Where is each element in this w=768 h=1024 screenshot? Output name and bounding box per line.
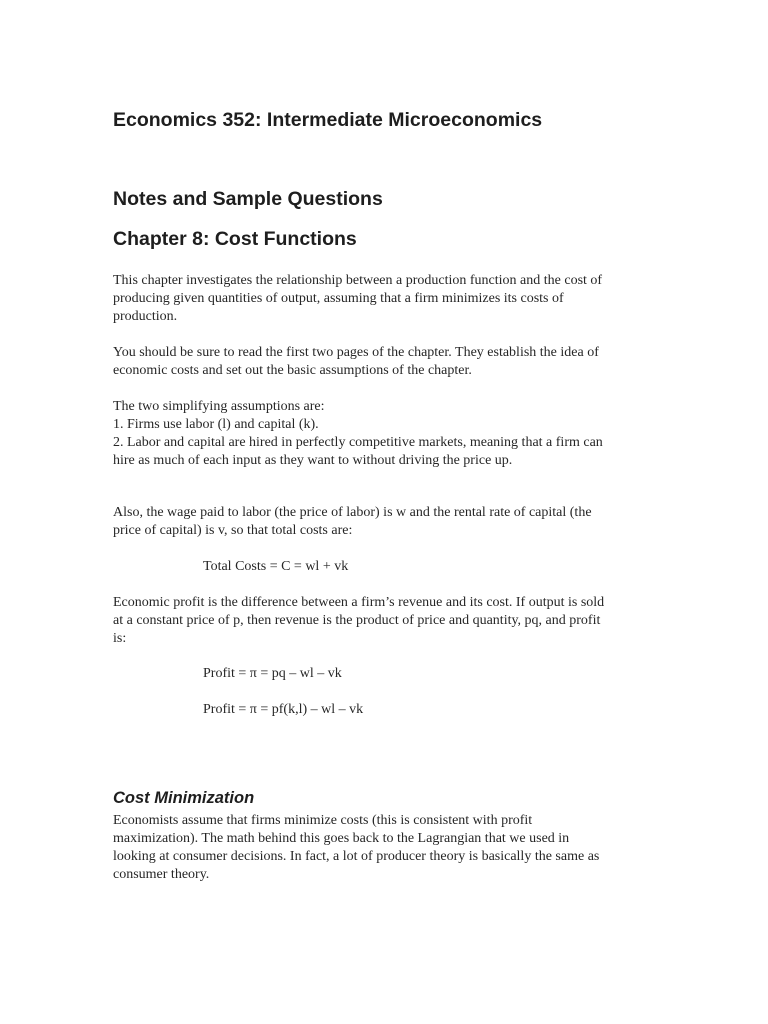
reading-paragraph	[113, 344, 653, 380]
profit-equation-1: Profit = π = pq – wl – vk	[203, 666, 342, 681]
text-line: You should be sure to read the first two pages of the chapter. They establish the idea of	[113, 345, 599, 360]
text-line: The two simplifying assumptions are:	[113, 399, 325, 414]
text-line: Also, the wage paid to labor (the price of labor) is w and the rental rate of capital (the	[113, 505, 592, 520]
text-line: This chapter investigates the relationship between a production function and the cost of	[113, 273, 603, 288]
text-line: at a constant price of p, then revenue is the product of price and quantity, pq, and profit	[113, 613, 601, 628]
document-title: Economics 352: Intermediate Microeconomics	[113, 109, 543, 131]
profit-equation-2: Profit = π = pf(k,l) – wl – vk	[203, 702, 364, 717]
text-line: economic costs and set out the basic assumptions of the chapter.	[113, 363, 472, 378]
text-line: producing given quantities of output, assuming that a firm minimizes its costs of	[113, 291, 564, 306]
profit-paragraph	[113, 594, 653, 648]
intro-paragraph	[113, 272, 653, 326]
assumption-item: 1. Firms use labor (l) and capital (k).	[113, 417, 319, 432]
text-line: looking at consumer decisions. In fact, a lot of producer theory is basically the same as	[113, 849, 600, 864]
text-line: price of capital) is v, so that total costs are:	[113, 523, 353, 538]
assumption-item: 2. Labor and capital are hired in perfectly competitive markets, meaning that a firm can	[113, 435, 603, 450]
text-line: hire as much of each input as they want to without driving the price up.	[113, 453, 513, 468]
total-cost-equation: Total Costs = C = wl + vk	[203, 559, 349, 574]
text-line: is:	[113, 631, 127, 646]
text-line: Economic profit is the difference between a firm’s revenue and its cost. If output is sold	[113, 595, 605, 610]
section-heading-cost-minimization: Cost Minimization	[113, 789, 255, 807]
chapter-heading: Chapter 8: Cost Functions	[113, 228, 357, 250]
wage-paragraph	[113, 504, 653, 540]
text-line: production.	[113, 309, 178, 324]
text-line: consumer theory.	[113, 867, 210, 882]
text-line: maximization). The math behind this goes back to the Lagrangian that we used in	[113, 831, 570, 846]
document-subtitle: Notes and Sample Questions	[113, 188, 383, 210]
assumptions-paragraph	[113, 398, 653, 470]
text-line: Economists assume that firms minimize costs (this is consistent with profit	[113, 813, 533, 828]
cost-minimization-paragraph	[113, 812, 653, 884]
